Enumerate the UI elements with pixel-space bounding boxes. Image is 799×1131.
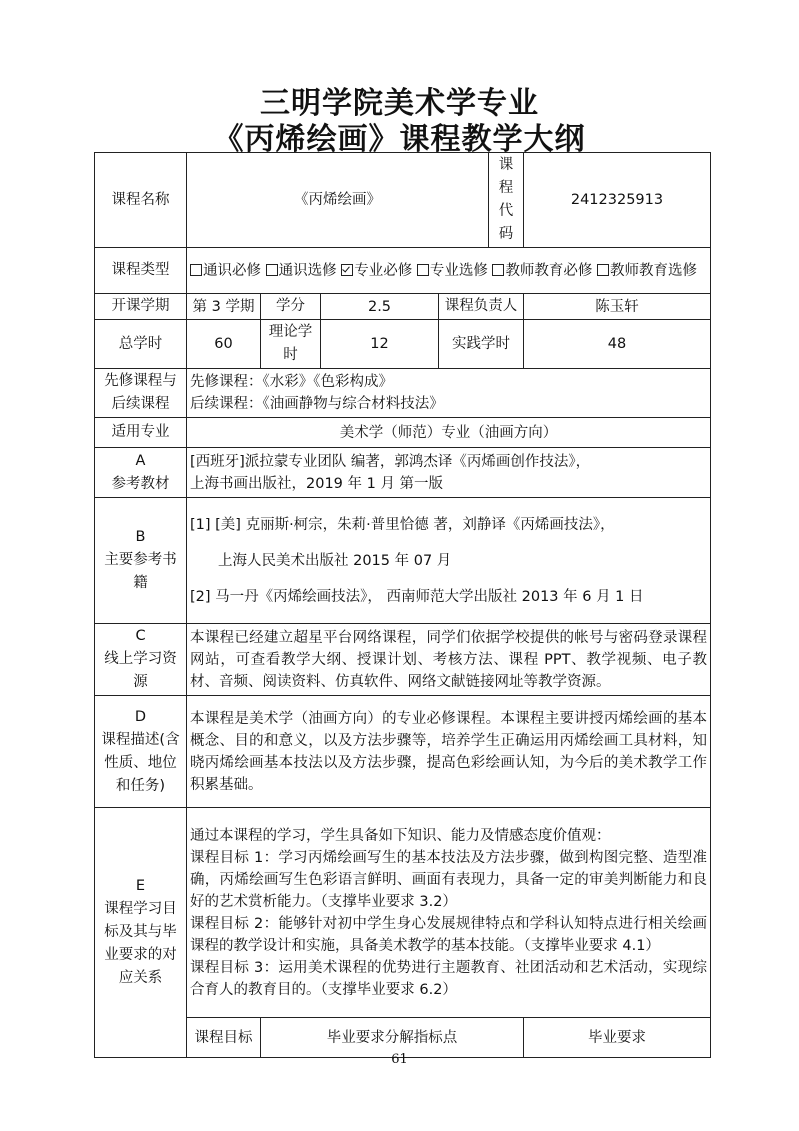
credits-label: 学分 <box>261 294 321 320</box>
practice-hours-value: 48 <box>524 320 711 369</box>
checkbox-icon <box>417 264 429 276</box>
ref-b-item: [2] 马一丹《丙烯绘画技法》， 西南师范大学出版社 2013 年 6 月 1 日 <box>190 588 644 605</box>
ref-a-label <box>95 448 187 498</box>
document-title-line1: 三明学院美术学专业 <box>260 86 539 121</box>
ref-b-title: 主要参考书籍 <box>104 552 177 591</box>
desc-d-code: D <box>134 708 147 725</box>
semester-value: 第 3 学期 <box>187 294 261 320</box>
goals-e-code: E <box>135 878 146 894</box>
course-type-option: 教师教育选修 <box>597 263 697 279</box>
goal-item: 课程目标 1：学习丙烯绘画写生的基本技法及方法步骤，做到构图完整、造型准确，丙烯绘画写生色彩语言鲜明、画面有表现力，具备一定的审美判断能力和良好的艺术赏析能力。（支撑毕业要求 3.2） <box>190 849 707 910</box>
desc-d-value <box>187 696 711 808</box>
online-c-code: C <box>135 628 146 644</box>
course-type-option: 专业选修 <box>417 263 488 279</box>
ref-b-value <box>187 498 711 624</box>
online-c-value <box>187 624 711 696</box>
checkbox-icon <box>190 264 202 276</box>
lead-value: 陈玉轩 <box>524 294 711 320</box>
ref-a-line: [西班牙]派拉蒙专业团队 编著，郭鸿杰译《丙烯画创作技法》， <box>190 453 591 470</box>
course-code-label: 课程代码 <box>489 153 524 248</box>
ref-b-label <box>95 498 187 624</box>
document-title-line2: 《丙烯绘画》课程教学大纲 <box>213 122 586 157</box>
ref-a-value <box>187 448 711 498</box>
sub-header-indicators: 毕业要求分解指标点 <box>261 1018 524 1058</box>
desc-d-label <box>95 696 187 808</box>
online-c-label <box>95 624 187 696</box>
checkbox-icon <box>492 264 504 276</box>
course-name-label: 课程名称 <box>95 153 187 248</box>
checkbox-icon <box>266 264 278 276</box>
course-type-option: 教师教育必修 <box>492 263 592 279</box>
sub-header-goal: 课程目标 <box>187 1018 261 1058</box>
theory-hours-label: 理论学时 <box>261 320 321 369</box>
total-hours-label: 总学时 <box>95 320 187 369</box>
prereq-line: 先修课程：《水彩》《色彩构成》 <box>190 374 393 390</box>
total-hours-value: 60 <box>187 320 261 369</box>
goals-e-title: 课程学习目标及其与毕业要求的对应关系 <box>104 901 177 986</box>
course-type-option: 通识必修 <box>190 263 261 279</box>
goals-e-label <box>95 808 187 1058</box>
followup-line: 后续课程：《油画静物与综合材料技法》 <box>190 396 444 412</box>
online-c-title: 线上学习资源 <box>104 651 177 690</box>
ref-b-code: B <box>135 529 146 545</box>
sub-header-requirements: 毕业要求 <box>524 1018 711 1058</box>
major-label: 适用专业 <box>95 418 187 448</box>
prereq-value <box>187 369 711 418</box>
major-value: 美术学（师范）专业（油画方向） <box>187 418 711 448</box>
theory-hours-value: 12 <box>321 320 439 369</box>
goals-intro: 通过本课程的学习，学生具备如下知识、能力及情感态度价值观： <box>190 827 611 844</box>
syllabus-table <box>94 152 711 1058</box>
goal-item: 课程目标 3：运用美术课程的优势进行主题教育、社团活动和艺术活动，实现综合育人的教育目的。（支撑毕业要求 6.2） <box>190 959 707 998</box>
checkbox-icon <box>597 264 609 276</box>
prereq-label: 先修课程与后续课程 <box>95 369 187 418</box>
course-type-option: 通识选修 <box>266 263 337 279</box>
course-type-option: 专业必修 <box>341 263 412 279</box>
desc-d-title: 课程描述(含性质、地位和任务) <box>101 731 180 794</box>
course-code-value: 2412325913 <box>524 153 711 248</box>
course-name-value: 《丙烯绘画》 <box>187 153 489 248</box>
ref-b-item: 上海人民美术出版社 2015 年 07 月 <box>218 552 452 569</box>
online-c-text: 本课程已经建立超星平台网络课程，同学们依据学校提供的帐号与密码登录课程网站，可查看教学大纲、授课计划、考核方法、课程 PPT、教学视频、电子教材、音频、阅读资料、仿真软件、网络文献链接网址等教学资源。 <box>190 629 707 690</box>
practice-hours-label: 实践学时 <box>439 320 524 369</box>
credits-value: 2.5 <box>321 294 439 320</box>
goal-item: 课程目标 2：能够针对初中学生身心发展规律特点和学科认知特点进行相关绘画课程的教学设计和实施，具备美术教学的基本技能。（支撑毕业要求 4.1） <box>190 915 707 954</box>
checked-checkbox-icon <box>341 264 353 276</box>
course-type-label: 课程类型 <box>95 248 187 294</box>
ref-a-line: 上海书画出版社，2019 年 1 月 第一版 <box>190 475 444 492</box>
goals-e-value <box>187 808 711 1018</box>
desc-d-text: 本课程是美术学（油画方向）的专业必修课程。本课程主要讲授丙烯绘画的基本概念、目的和意义，以及方法步骤等，培养学生正确运用丙烯绘画工具材料，知晓丙烯绘画基本技法以及方法步骤，提高色彩绘画认知，为今后的美术教学工作积累基础。 <box>190 710 707 793</box>
ref-a-code: A <box>135 452 146 469</box>
ref-a-title: 参考教材 <box>111 475 170 492</box>
ref-b-item: [1] [美] 克丽斯·柯宗，朱莉·普里恰德 著，刘静译《丙烯画技法》， <box>190 516 615 533</box>
semester-label: 开课学期 <box>95 294 187 320</box>
lead-label: 课程负责人 <box>439 294 524 320</box>
page-number: 61 <box>391 1052 408 1067</box>
course-type-options <box>187 248 711 294</box>
